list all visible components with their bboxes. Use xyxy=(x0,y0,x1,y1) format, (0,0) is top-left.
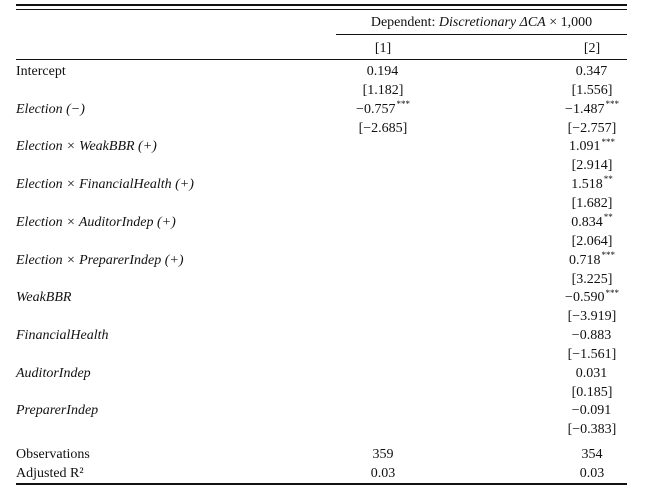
coefficient-value: 0.194 xyxy=(366,64,399,79)
column-header-1: [1] xyxy=(374,41,392,56)
significance-stars: ** xyxy=(603,212,613,223)
tstat-col1: [1.182] xyxy=(362,83,404,98)
dependent-var: Discretionary ΔCA xyxy=(438,15,546,30)
tstat-col2: [1.556] xyxy=(571,83,613,98)
row-label: WeakBBR xyxy=(16,290,72,306)
row-label: PreparerIndep xyxy=(16,403,99,419)
footer-col2: 0.03 xyxy=(579,466,605,481)
dependent-rule xyxy=(336,34,627,35)
tstat-col2: [2.064] xyxy=(571,233,613,249)
tstat-col2: [−1.561] xyxy=(567,346,617,362)
dependent-suffix: × 1,000 xyxy=(545,15,593,30)
coefficient-value: 0.834 xyxy=(571,214,603,230)
coef-col2 xyxy=(542,328,642,344)
coefficient-value: 0.718 xyxy=(569,252,601,268)
tstat-col2: [−3.919] xyxy=(567,309,617,325)
significance-stars: *** xyxy=(601,249,615,260)
coef-col2 xyxy=(542,403,642,419)
column-header-2: [2] xyxy=(583,41,601,56)
coefficient-value: −0.883 xyxy=(571,327,612,343)
footer-col2: 354 xyxy=(581,447,603,462)
coef-col2 xyxy=(542,64,642,80)
coef-col1 xyxy=(336,99,430,118)
row-label: AuditorIndep xyxy=(16,365,91,381)
coefficient-value: 0.347 xyxy=(575,64,608,79)
significance-stars: ** xyxy=(603,174,613,185)
row-label: Election × WeakBBR (+) xyxy=(16,139,157,155)
dependent-variable-header xyxy=(336,15,627,31)
coef-col2 xyxy=(542,212,642,231)
coef-col2 xyxy=(542,99,642,118)
significance-stars: *** xyxy=(601,136,615,147)
dependent-prefix: Dependent: xyxy=(370,15,439,30)
tstat-col2: [−2.757] xyxy=(567,120,617,136)
footer-label: Observations xyxy=(16,447,90,462)
header-rule xyxy=(16,59,627,60)
row-label: Election × AuditorIndep (+) xyxy=(16,214,176,230)
coef-col2 xyxy=(542,366,642,382)
row-label: Election (−) xyxy=(16,101,85,117)
tstat-col2: [0.185] xyxy=(571,384,613,400)
coef-col2 xyxy=(542,136,642,155)
coefficient-value: −0.091 xyxy=(571,403,612,419)
row-label: Election × FinancialHealth (+) xyxy=(16,177,194,193)
coef-col2 xyxy=(542,287,642,306)
top-rule-thin xyxy=(16,9,627,10)
footer-col1: 359 xyxy=(372,447,394,462)
row-label: Intercept xyxy=(16,64,66,79)
coefficient-value: 0.031 xyxy=(575,365,608,381)
coef-col2 xyxy=(542,174,642,193)
tstat-col2: [2.914] xyxy=(571,158,613,174)
coefficient-value: 1.518 xyxy=(571,177,603,193)
tstat-col1: [−2.685] xyxy=(358,120,408,136)
footer-col1: 0.03 xyxy=(370,466,396,481)
tstat-col2: [3.225] xyxy=(571,271,613,287)
tstat-col2: [−0.383] xyxy=(567,422,617,438)
top-rule xyxy=(16,4,627,6)
coef-col1 xyxy=(336,64,430,80)
significance-stars: *** xyxy=(605,99,619,110)
footer-label: Adjusted R² xyxy=(16,466,84,481)
coefficient-value: 1.091 xyxy=(569,139,601,155)
significance-stars: *** xyxy=(605,287,619,298)
row-label: FinancialHealth xyxy=(16,327,109,343)
tstat-col2: [1.682] xyxy=(571,196,613,212)
bottom-rule xyxy=(16,483,627,485)
row-label: Election × PreparerIndep (+) xyxy=(16,252,184,268)
coefficient-value: −0.590 xyxy=(565,290,605,306)
coefficient-value: −1.487 xyxy=(565,101,605,117)
significance-stars: *** xyxy=(396,99,410,110)
coef-col2 xyxy=(542,249,642,269)
coefficient-value: −0.757 xyxy=(356,101,396,117)
